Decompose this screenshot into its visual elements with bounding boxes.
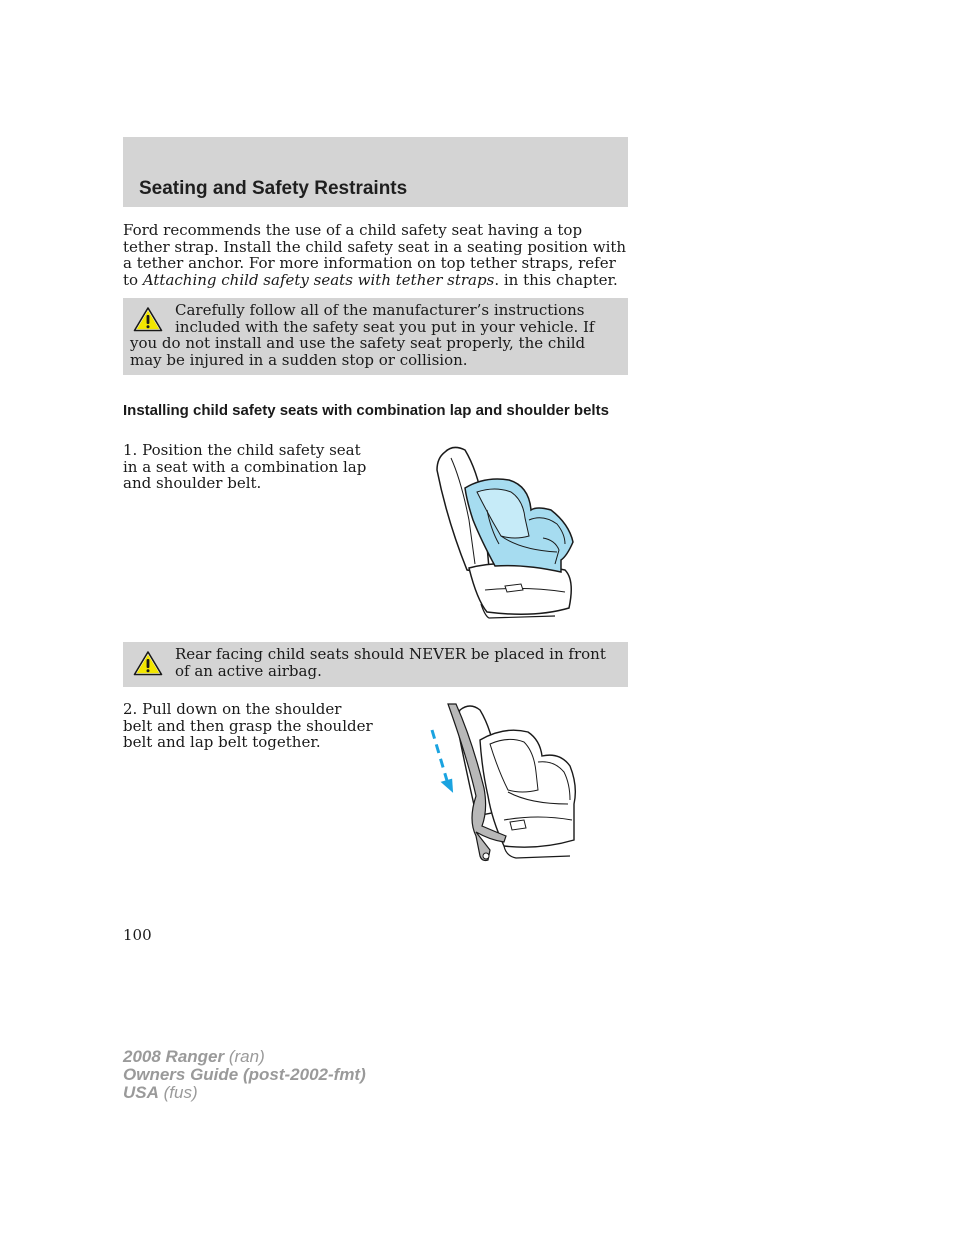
footer-line-3 [123,1084,366,1102]
footer-market: USA [123,1083,159,1102]
child-seat-illustration [425,440,585,625]
intro-paragraph [123,222,628,288]
subheading: Installing child safety seats with combination lap and shoulder belts [123,402,609,419]
document-footer [123,1048,366,1102]
warning-box-airbag [123,642,628,687]
shoulder-belt-illustration [420,700,585,870]
footer-guide: Owners Guide (post-2002-fmt) [123,1065,366,1084]
warning-triangle-icon [133,306,163,332]
footer-line-1 [123,1048,366,1066]
step-1-text: 1. Position the child safety seat in a seat with a combination lap and shoulder belt. [123,441,367,492]
warning-triangle-icon [133,650,163,676]
footer-market-code: (fus) [158,1083,198,1102]
warning-text: Carefully follow all of the manufacturer’s instructions included with the safety seat you put in your vehicle. If you do not install and use the safety seat properly, the child may be injured in a sudden stop or collision. [130,301,595,369]
step-2-text: 2. Pull down on the shoulder belt and then grasp the shoulder belt and lap belt together. [123,700,373,751]
section-title: Seating and Safety Restraints [139,178,408,199]
warning-box [123,298,628,375]
page-number: 100 [123,926,152,944]
warning-text: Rear facing child seats should NEVER be placed in front of an active airbag. [175,645,606,680]
intro-text-end: . in this chapter. [494,270,618,289]
footer-model: 2008 Ranger [123,1047,225,1066]
intro-reference: Attaching child safety seats with tether straps [142,270,495,289]
footer-line-2 [123,1066,366,1084]
intro-text: Ford recommends the use of a child safety seat having a top tether strap. Install the child safety seat in a seating position with a tether anchor. For more information on top tether straps, refer to [123,221,627,289]
footer-model-code: (ran) [224,1047,265,1066]
section-header-band [123,137,628,207]
